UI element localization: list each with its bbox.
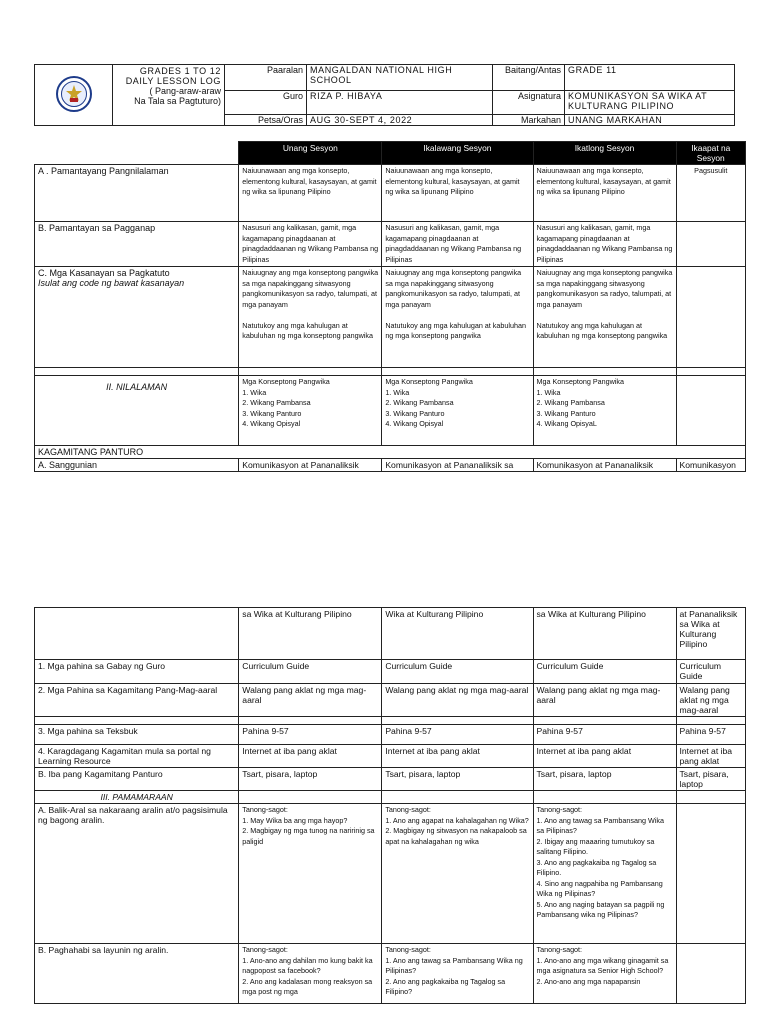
pag-c1	[239, 944, 382, 1004]
balik-c3	[533, 804, 676, 944]
mag-aaral-c2: Walang pang aklat ng mga mag-aaral	[382, 684, 533, 717]
tanong-title: Tanong-sagot:	[242, 945, 288, 954]
c-text-c1	[239, 267, 382, 368]
balik-c4	[676, 804, 745, 944]
deped-seal-icon	[56, 76, 92, 112]
nilalaman-c1	[239, 376, 382, 446]
pamamaraan-label: III. PAMAMARAAN	[35, 791, 239, 804]
asignatura-label: Asignatura	[493, 91, 565, 115]
teksbuk-label: 3. Mga pahina sa Teksbuk	[35, 725, 239, 745]
mag-aaral-c1: Walang pang aklat ng mga mag-aaral	[239, 684, 382, 717]
pag-c3-item: 2. Ano-ano ang mga napapansin	[536, 976, 641, 986]
school-block	[113, 65, 225, 126]
mag-aaral-label: 2. Mga Pahina sa Kagamitang Pang-Mag-aaral	[35, 684, 239, 717]
nilalaman-c4	[676, 376, 745, 446]
nil-c2-item: 3. Wikang Panturo	[385, 408, 445, 418]
pamantayan-pagganap-label: B. Pamantayan sa Pagganap	[35, 222, 239, 267]
pag-c2	[382, 944, 533, 1004]
kagamitang-panturo-label: KAGAMITANG PANTURO	[35, 446, 239, 459]
balik-aral-label: A. Balik-Aral sa nakaraang aralin at/o pagsisimula ng bagong aralin.	[35, 804, 239, 944]
header-table	[34, 64, 735, 126]
markahan-value: UNANG MARKAHAN	[565, 115, 735, 126]
iba-c3: Tsart, pisara, laptop	[533, 768, 676, 791]
nilalaman-c2	[382, 376, 533, 446]
tanong-title: Tanong-sagot:	[385, 805, 431, 814]
balik-c2-item: 2. Magbigay ng sitwasyon na nakapaloob sa apat na kahalagahan ng wika	[385, 826, 527, 846]
a-text-c3: Naiuunawaan ang mga konsepto, elementong kultural, kasaysayan, at gamit ng wika sa lipunang Pilipino	[533, 165, 676, 222]
kasanayan-sub: Isulat ang code ng bawat kasanayan	[38, 278, 185, 288]
kasanayan-label: C. Mga Kasanayan sa Pagkatuto	[38, 268, 170, 278]
b-text-c4	[676, 222, 745, 267]
portal-c3: Internet at iba pang aklat	[533, 745, 676, 768]
c-text-c3	[533, 267, 676, 368]
iba-c2: Tsart, pisara, laptop	[382, 768, 533, 791]
paaralan-value: MANGALDAN NATIONAL HIGH SCHOOL	[307, 65, 493, 91]
nil-c2-item: 2. Wikang Pambansa	[385, 398, 454, 407]
guro-label: Guro	[225, 91, 307, 115]
balik-c3-item: 4. Sino ang nagpahiba ng Pambansang Wika ng Pilipinas?	[536, 878, 663, 898]
gabay-c2: Curriculum Guide	[382, 660, 533, 684]
nil-c1-item: 3. Wikang Panturo	[242, 408, 302, 418]
nil-c3-item: 4. Wikang OpisyaL	[536, 419, 597, 428]
dll-grades-text: GRADES 1 TO 12	[139, 66, 221, 76]
teksbuk-c2: Pahina 9-57	[382, 725, 533, 745]
gabay-guro-label: 1. Mga pahina sa Gabay ng Guro	[35, 660, 239, 684]
balik-c1	[239, 804, 382, 944]
b-text-c2: Nasusuri ang kalikasan, gamit, mga kagamapang pinagdaanan at pinagdaddaanan ng Wikang Pambansa ng Pilipinas	[382, 222, 533, 267]
col-header-2: Ikalawang Sesyon	[382, 142, 533, 165]
paghahabi-label: B. Paghahabi sa layunin ng aralin.	[35, 944, 239, 1004]
lesson-table-part1	[34, 141, 746, 472]
cont-c1: sa Wika at Kulturang Pilipino	[239, 608, 382, 660]
balik-c3-item: 3. Ano ang pagkakaiba ng Tagalog sa Filipino.	[536, 857, 657, 877]
dll-subtitle-1: ( Pang-araw-araw	[149, 86, 221, 96]
nil-c1-title: Mga Konseptong Pangwika	[242, 377, 330, 386]
sang-c3: Komunikasyon at Pananaliksik	[533, 459, 676, 472]
tanong-title: Tanong-sagot:	[536, 805, 583, 814]
portal-label: 4. Karagdagang Kagamitan mula sa portal ng Learning Resource	[35, 745, 239, 768]
c3-p1: Naiuugnay ang mga konseptong pangwika sa mga napakinggang sitwasyong pangkomunikasyon sa radyo, talumpati, at mga panayam	[536, 268, 673, 309]
nil-c3-item: 1. Wika	[536, 387, 561, 397]
col-header-4: Ikaapat na Sesyon	[676, 142, 745, 165]
a-text-c1: Naiuunawaan ang mga konsepto, elementong kultural, kasaysayan, at gamit ng wika sa lipunang Pilipino	[239, 165, 382, 222]
petsa-label: Petsa/Oras	[225, 115, 307, 126]
portal-c4: Internet at iba pang aklat	[676, 745, 745, 768]
iba-c4: Tsart, pisara, laptop	[676, 768, 745, 791]
petsa-value: AUG 30-SEPT 4, 2022	[307, 115, 493, 126]
dll-title-text: DAILY LESSON LOG	[125, 76, 221, 86]
nil-c2-title: Mga Konseptong Pangwika	[385, 377, 473, 386]
pag-c1-item: 2. Ano ang kadalasan mong reaksyon sa mga post ng mga	[242, 976, 373, 996]
balik-c1-item: 2. Magbigay ng mga tunog na naririnig sa paligid	[242, 826, 375, 846]
iba-c1: Tsart, pisara, laptop	[239, 768, 382, 791]
baitang-label: Baitang/Antas	[493, 65, 565, 91]
nil-c1-item: 1. Wika	[242, 387, 267, 397]
tanong-title: Tanong-sagot:	[385, 945, 431, 954]
col-header-1: Unang Sesyon	[239, 142, 382, 165]
nilalaman-c3	[533, 376, 676, 446]
pag-c3	[533, 944, 676, 1004]
teksbuk-c3: Pahina 9-57	[533, 725, 676, 745]
tanong-title: Tanong-sagot:	[242, 805, 288, 814]
a-text-c2: Naiuunawaan ang mga konsepto, elementong kultural, kasaysayan, at gamit ng wika sa lipunang Pilipino	[382, 165, 533, 222]
dll-subtitle-2: Na Tala sa Pagtuturo)	[134, 96, 221, 106]
nil-c3-item: 3. Wikang Panturo	[536, 408, 596, 418]
cont-label	[35, 608, 239, 660]
sanggunian-label: A. Sanggunian	[35, 459, 239, 472]
c2-p1: Naiuugnay ang mga konseptong pangwika sa mga napakinggang sitwasyong pangkomunikasyon sa radyo, talumpati, at mga panayam	[385, 268, 522, 309]
paaralan-label: Paaralan	[225, 65, 307, 91]
sang-c4: Komunikasyon	[676, 459, 745, 472]
portal-c2: Internet at iba pang aklat	[382, 745, 533, 768]
lesson-table-part2	[34, 607, 746, 1004]
nil-c3-title: Mga Konseptong Pangwika	[536, 377, 625, 386]
baitang-value: GRADE 11	[565, 65, 735, 91]
iba-label: B. Iba pang Kagamitang Panturo	[35, 768, 239, 791]
kasanayan-cell	[35, 267, 239, 368]
balik-c3-item: 5. Ano ang naging batayan sa pagpili ng Pambansang wika ng Pilipinas?	[536, 899, 665, 919]
cont-c4: at Pananaliksik sa Wika at Kulturang Pilipino	[676, 608, 745, 660]
c2-p2: Natutukoy ang mga kahulugan at kabuluhan ng mga konseptong pangwika	[385, 320, 526, 340]
pag-c1-item: 1. Ano-ano ang dahilan mo kung bakit ka nagpopost sa facebook?	[242, 955, 373, 975]
sang-c1: Komunikasyon at Pananaliksik	[239, 459, 382, 472]
pag-c4	[676, 944, 745, 1004]
portal-c1: Internet at iba pang aklat	[239, 745, 382, 768]
nil-c2-item: 4. Wikang Opisyal	[385, 419, 444, 428]
gabay-c4: Curriculum Guide	[676, 660, 745, 684]
balik-c2-item: 1. Ano ang agapat na kahalagahan ng Wika?	[385, 815, 529, 825]
c3-p2: Natutukoy ang mga kahulugan at kabuluhan ng mga konseptong pangwika	[536, 320, 668, 340]
col-header-3: Ikatlong Sesyon	[533, 142, 676, 165]
balik-c3-item: 2. Ibigay ang maaaring tumutukoy sa salitang Filipino.	[536, 836, 655, 856]
mag-aaral-c3: Walang pang aklat ng mga mag-aaral	[533, 684, 676, 717]
c1-p2: Natutukoy ang mga kahulugan at kabuluhan ng mga konseptong pangwika	[242, 320, 373, 340]
a-text-c4: Pagsusulit	[676, 165, 745, 222]
cont-c2: Wika at Kulturang Pilipino	[382, 608, 533, 660]
c-text-c2	[382, 267, 533, 368]
pamantayang-pangnilalaman-label: A . Pamantayang Pangnilalaman	[35, 165, 239, 222]
c-text-c4	[676, 267, 745, 368]
gabay-c3: Curriculum Guide	[533, 660, 676, 684]
teksbuk-c1: Pahina 9-57	[239, 725, 382, 745]
c1-p1: Naiuugnay ang mga konseptong pangwika sa mga napakinggang sitwasyong pangkomunikasyon sa radyo, talumpati, at mga panayam	[242, 268, 379, 309]
pag-c2-item: 1. Ano ang tawag sa Pambansang Wika ng Pilipinas?	[385, 955, 523, 975]
nil-c2-item: 1. Wika	[385, 387, 410, 397]
pag-c2-item: 2. Ano ang pagkakaiba ng Tagalog sa Filipino?	[385, 976, 506, 996]
tanong-title: Tanong-sagot:	[536, 945, 583, 954]
deped-seal-cell	[35, 65, 113, 126]
mag-aaral-c4: Walang pang aklat ng mga mag-aaral	[676, 684, 745, 717]
balik-c2	[382, 804, 533, 944]
nil-c1-item: 4. Wikang Opisyal	[242, 419, 301, 428]
sang-c2: Komunikasyon at Pananaliksik sa	[382, 459, 533, 472]
b-text-c3: Nasusuri ang kalikasan, gamit, mga kagamapang pinagdaanan at pinagdaddaanan ng Wikang Pambansa ng Pilipinas	[533, 222, 676, 267]
corner-cell	[35, 142, 239, 165]
teksbuk-c4: Pahina 9-57	[676, 725, 745, 745]
pag-c3-item: 1. Ano-ano ang mga wikang ginagamit sa mga asignatura sa Senior High School?	[536, 955, 669, 975]
b-text-c1: Nasusuri ang kalikasan, gamit, mga kagamapang pinagdaanan at pinagdaddaanan ng Wikang Pambansa ng Pilipinas	[239, 222, 382, 267]
balik-c3-item: 1. Ano ang tawag sa Pambansang Wika sa Pilipinas?	[536, 815, 664, 835]
nilalaman-label: II. NILALAMAN	[35, 376, 239, 446]
markahan-label: Markahan	[493, 115, 565, 126]
nil-c1-item: 2. Wikang Pambansa	[242, 398, 311, 407]
asignatura-value: KOMUNIKASYON SA WIKA AT KULTURANG PILIPINO	[565, 91, 735, 115]
balik-c1-item: 1. May Wika ba ang mga hayop?	[242, 815, 348, 825]
gabay-c1: Curriculum Guide	[239, 660, 382, 684]
guro-value: RIZA P. HIBAYA	[307, 91, 493, 115]
nil-c3-item: 2. Wikang Pambansa	[536, 398, 605, 407]
cont-c3: sa Wika at Kulturang Pilipino	[533, 608, 676, 660]
